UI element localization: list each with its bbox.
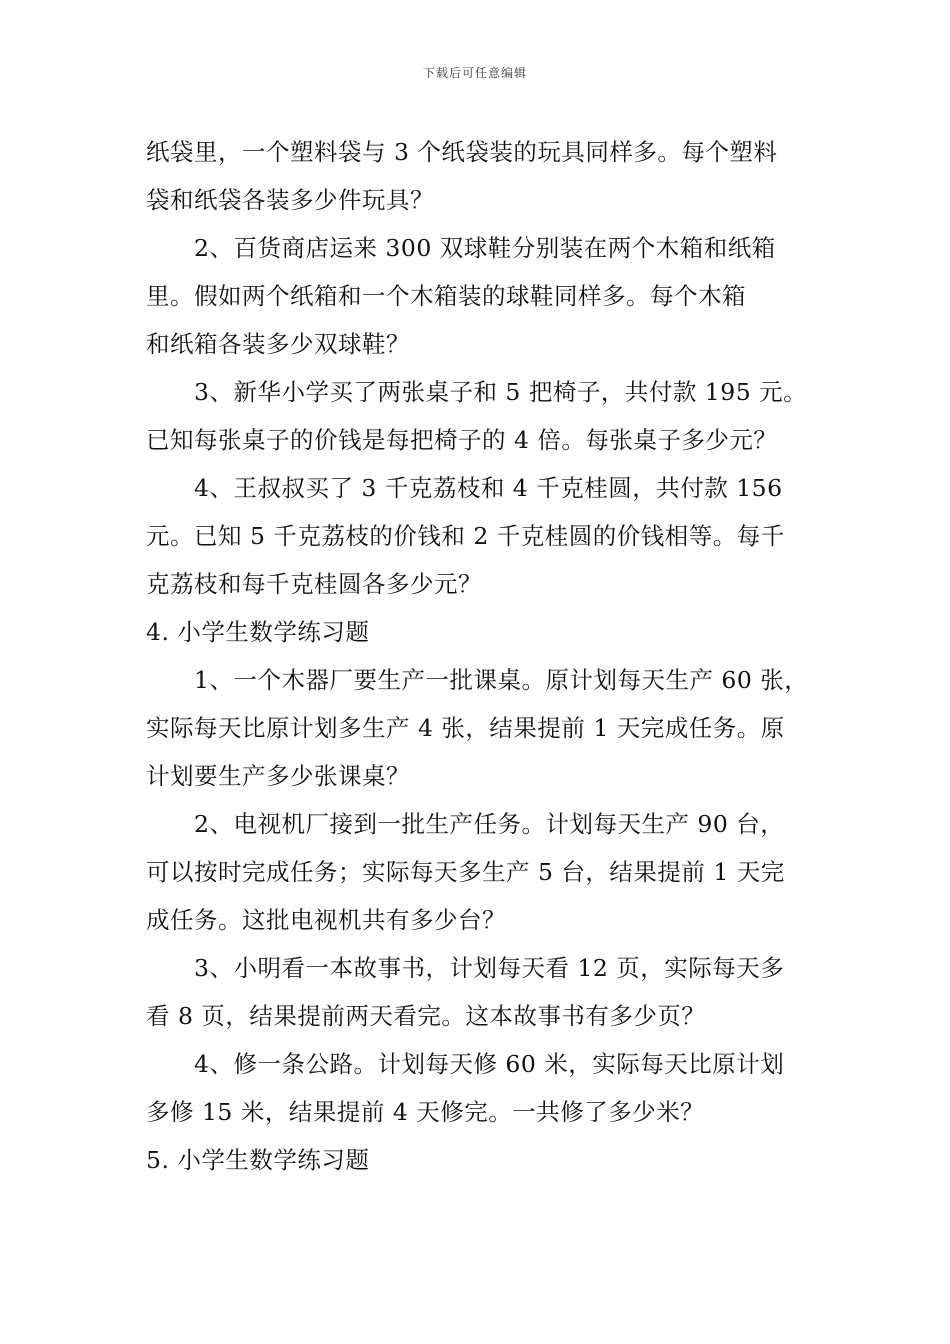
problem-2-line: 2、电视机厂接到一批生产任务。计划每天生产 90 台，	[194, 810, 785, 838]
text-line: 克荔枝和每千克桂圆各多少元？	[146, 570, 482, 598]
page-header: 下载后可任意编辑	[422, 66, 527, 80]
text-line: 里。假如两个纸箱和一个木箱装的球鞋同样多。每个木箱	[146, 282, 746, 310]
problem-4-line: 4、修一条公路。计划每天修 60 米，实际每天比原计划	[194, 1050, 785, 1078]
problem-1-line: 1、一个木器厂要生产一批课桌。原计划每天生产 60 张，	[194, 666, 809, 694]
problem-3-line: 3、新华小学买了两张桌子和 5 把椅子，共付款 195 元。	[194, 378, 808, 406]
section-heading-4: 4. 小学生数学练习题	[146, 618, 370, 646]
text-line: 已知每张桌子的价钱是每把椅子的 4 倍。每张桌子多少元？	[146, 426, 778, 454]
problem-3-line: 3、小明看一本故事书，计划每天看 12 页，实际每天多	[194, 954, 785, 982]
document-body	[146, 128, 810, 1184]
text-line: 计划要生产多少张课桌？	[146, 762, 410, 790]
problem-2-line: 2、百货商店运来 300 双球鞋分别装在两个木箱和纸箱	[194, 234, 776, 262]
text-line: 袋和纸袋各装多少件玩具？	[146, 186, 434, 214]
text-line: 实际每天比原计划多生产 4 张，结果提前 1 天完成任务。原	[146, 714, 785, 742]
section-heading-5: 5. 小学生数学练习题	[146, 1146, 370, 1174]
problem-4-line: 4、王叔叔买了 3 千克荔枝和 4 千克桂圆，共付款 156	[194, 474, 783, 502]
text-line: 和纸箱各装多少双球鞋？	[146, 330, 410, 358]
text-line: 看 8 页，结果提前两天看完。这本故事书有多少页？	[146, 1002, 706, 1030]
text-line: 可以按时完成任务；实际每天多生产 5 台，结果提前 1 天完	[146, 858, 785, 886]
text-line: 多修 15 米，结果提前 4 天修完。一共修了多少米？	[146, 1098, 705, 1126]
text-line: 元。已知 5 千克荔枝的价钱和 2 千克桂圆的价钱相等。每千	[146, 522, 785, 550]
text-line: 成任务。这批电视机共有多少台？	[146, 906, 506, 934]
text-line: 纸袋里，一个塑料袋与 3 个纸袋装的玩具同样多。每个塑料	[146, 138, 778, 166]
